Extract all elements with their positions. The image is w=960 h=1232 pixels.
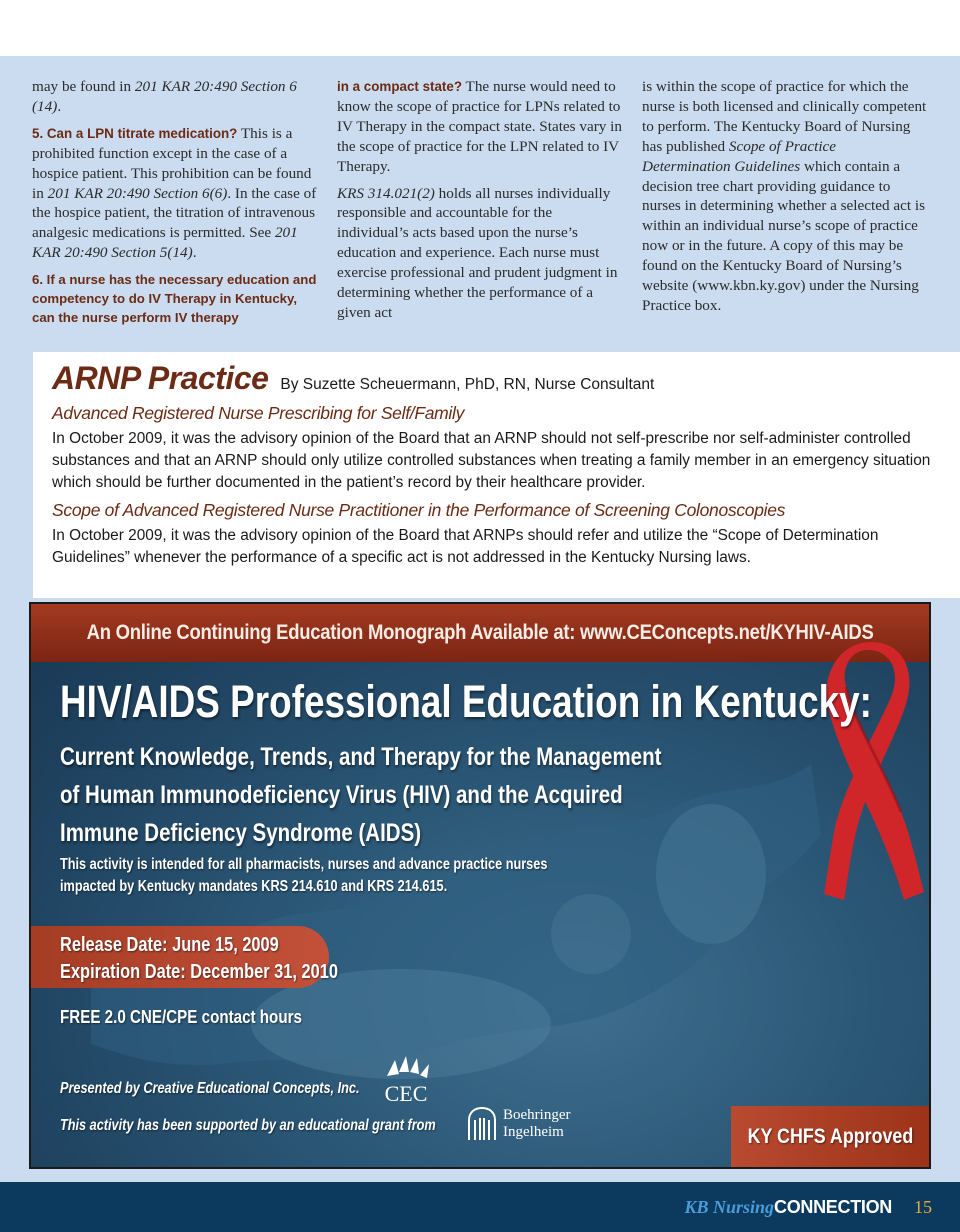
paragraph-prescribing: In October 2009, it was the advisory opinion of the Board that an ARNP should not self-prescribe nor self-administer controlled substances and that an ARNP should only utilize controlled substances when treating a family member in an emergency situation which should be further documented in the patient’s record by their healthcare provider.	[52, 430, 931, 491]
byline: By Suzette Scheuermann, PhD, RN, Nurse Consultant	[280, 376, 655, 393]
paragraph: in a compact state? The nurse would need to know the scope of practice for LPNs related to IV Therapy in the compact state. States vary in the scope of practice for the LPN related to IV Therapy.	[337, 78, 622, 175]
citation: 201 KAR 20:490 Section 5(14)	[32, 224, 298, 262]
brand-connection: CONNECTION	[774, 1196, 892, 1217]
ad-title: HIV/AIDS Professional Education in Kentucky:	[60, 676, 872, 727]
cec-logo-icon	[375, 1054, 437, 1106]
question-5: 5. Can a LPN titrate medication?	[32, 125, 238, 141]
ad-dates-badge	[31, 926, 339, 988]
citation: 201 KAR 20:490 Section 6(6)	[47, 184, 228, 202]
ad-banner	[31, 604, 929, 662]
page-number: 15	[914, 1196, 932, 1217]
presented-by: Presented by Creative Educational Concepts, Inc.	[60, 1080, 360, 1097]
citation: KRS 314.021(2)	[337, 184, 435, 202]
article-column-2	[337, 77, 622, 334]
approved-badge: KY CHFS Approved	[731, 1106, 929, 1168]
article-column-1	[32, 77, 317, 334]
boehringer-building-icon	[467, 1106, 497, 1142]
article-column-3	[642, 77, 927, 334]
hiv-aids-advertisement	[29, 602, 931, 1169]
ad-banner-text: An Online Continuing Education Monograph Available at: www.CEConcepts.net/KYHIV-AIDS	[86, 621, 874, 644]
question-6: 6. If a nurse has the necessary education and competency to do IV Therapy in Kentucky, can the nurse perform IV therapy	[32, 272, 317, 326]
guidelines-title: Scope of Practice Determination Guidelines	[642, 137, 837, 175]
brand-kb-nursing: KB Nursing	[684, 1196, 774, 1217]
ad-subtitle: Current Knowledge, Trends, and Therapy for the Management of Human Immunodeficiency Virus (HIV) and the Acquired Immune Deficiency Syndrome (AIDS)	[60, 743, 662, 847]
citation: 201 KAR 20:490 Section 6 (14)	[32, 78, 297, 115]
expiration-date: Expiration Date: December 31, 2010	[60, 961, 339, 983]
paragraph-colonoscopies: In October 2009, it was the advisory opinion of the Board that ARNPs should refer and utilize the “Scope of Determination Guidelines” whenever the performance of a specific act is not addressed in the Kentucky Nursing laws.	[52, 527, 879, 566]
paragraph: is within the scope of practice for which the nurse is both licensed and clinically competent to perform. The Kentucky Board of Nursing has published Scope of Practice Determination Guidelines which contain a decision tree chart providing guidance to nurses in determining whether a selected act is within an individual nurse’s scope of practice now or in the future. A copy of this may be found on the Kentucky Board of Nursing’s website (www.kbn.ky.gov) under the Nursing Practice box.	[642, 78, 927, 314]
article-columns	[32, 77, 928, 334]
ad-audience: This activity is intended for all pharmacists, nurses and advance practice nurses impacted by Kentucky mandates KRS 214.610 and KRS 214.615.	[60, 856, 548, 895]
section-title: ARNP Practice	[52, 360, 269, 396]
grant-statement: This activity has been supported by an educational grant from	[60, 1117, 436, 1134]
arnp-practice-section	[33, 352, 960, 598]
boehringer-ingelheim-logo	[467, 1106, 570, 1142]
subheading-colonoscopies: Scope of Advanced Registered Nurse Practitioner in the Performance of Screening Colonoscopies	[52, 500, 786, 520]
subheading-prescribing: Advanced Registered Nurse Prescribing for Self/Family	[52, 403, 465, 423]
page-footer	[0, 1182, 960, 1232]
arnp-header	[52, 360, 940, 397]
release-date: Release Date: June 15, 2009	[60, 934, 279, 956]
svg-text:CEC: CEC	[384, 1081, 428, 1106]
contact-hours: FREE 2.0 CNE/CPE contact hours	[60, 1006, 302, 1027]
paragraph: KRS 314.021(2) holds all nurses individually responsible and accountable for the individual’s acts based upon the nurse’s education and experience. Each nurse must exercise professional and prudent judgment in determining whether the performance of a given act	[337, 184, 618, 321]
boehringer-name: Boehringer Ingelheim	[503, 1107, 571, 1140]
question-6-end: in a compact state?	[337, 79, 463, 94]
paragraph: 5. Can a LPN titrate medication? This is a prohibited function except in the case of a hospice patient. This prohibition can be found in 201 KAR 20:490 Section 6(6). In the case of the hospice patient, the titration of intravenous analgesic medications is permitted. See 201 KAR 20:490 Section 5(14).	[32, 124, 317, 262]
paragraph: may be found in 201 KAR 20:490 Section 6 (14).	[32, 78, 297, 115]
